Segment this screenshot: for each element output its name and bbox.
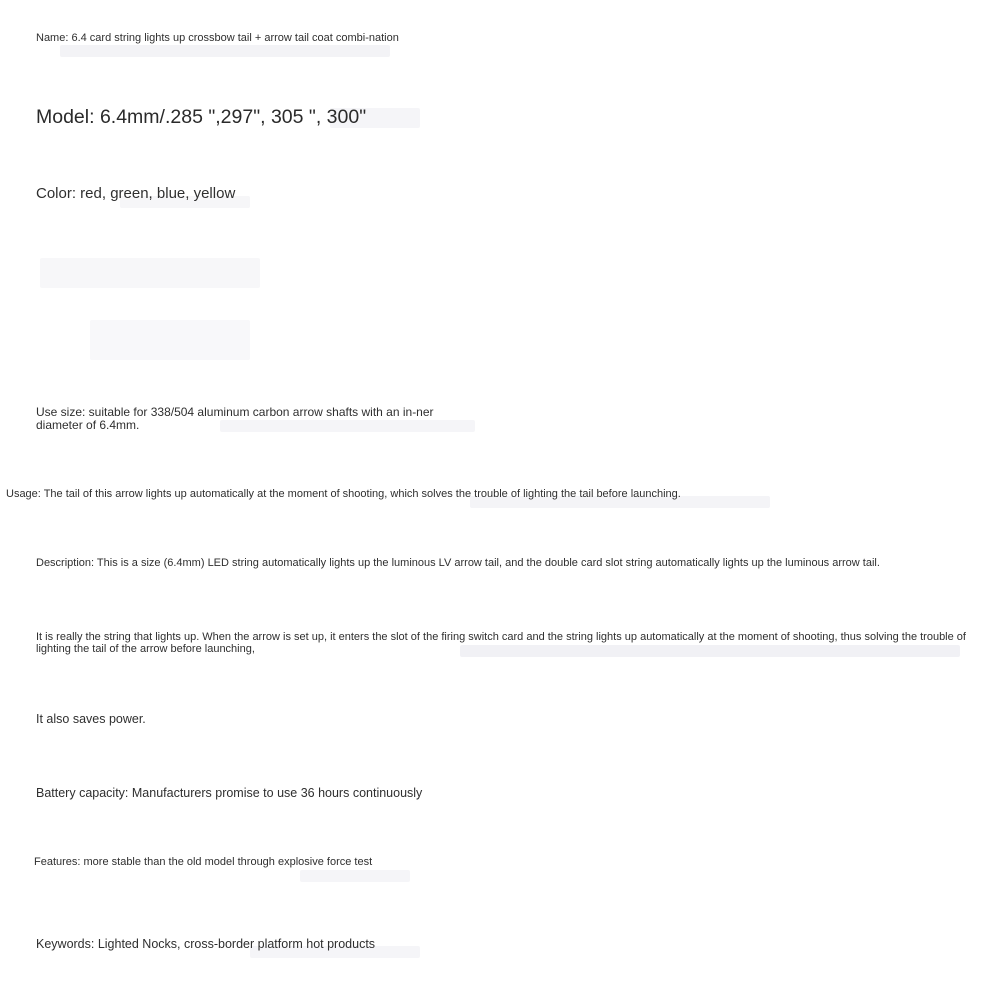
product-colors: Color: red, green, blue, yellow [36,185,236,202]
battery-capacity-text: Battery capacity: Manufacturers promise to use 36 hours continuously [36,786,423,800]
faint-background-text [40,258,260,288]
keywords-text: Keywords: Lighted Nocks, cross-border platform hot products [36,937,376,951]
features-text: Features: more stable than the old model through explosive force test [34,856,373,868]
description-text: Description: This is a size (6.4mm) LED string automatically lights up the luminous LV arrow tail, and the double card slot string automatically lights up the luminous arrow tail. [36,557,880,569]
use-size-text: Use size: suitable for 338/504 aluminum carbon arrow shafts with an in-ner diameter of 6.4mm. [36,405,434,433]
faint-background-text [60,45,390,57]
power-saving-text: It also saves power. [36,712,146,726]
product-name: Name: 6.4 card string lights up crossbow tail + arrow tail coat combi-nation [36,32,399,44]
product-model: Model: 6.4mm/.285 ",297", 305 ", 300" [36,106,367,128]
usage-text: Usage: The tail of this arrow lights up automatically at the moment of shooting, which solves the trouble of lighting the tail before launching. [6,488,681,500]
mechanism-text: It is really the string that lights up. When the arrow is set up, it enters the slot of the firing switch card and the string lights up automatically at the moment of shooting, thus solving the trouble of lighting the tail of the arrow before launching, [36,631,966,656]
faint-background-text [300,870,410,882]
faint-background-text [90,320,250,360]
